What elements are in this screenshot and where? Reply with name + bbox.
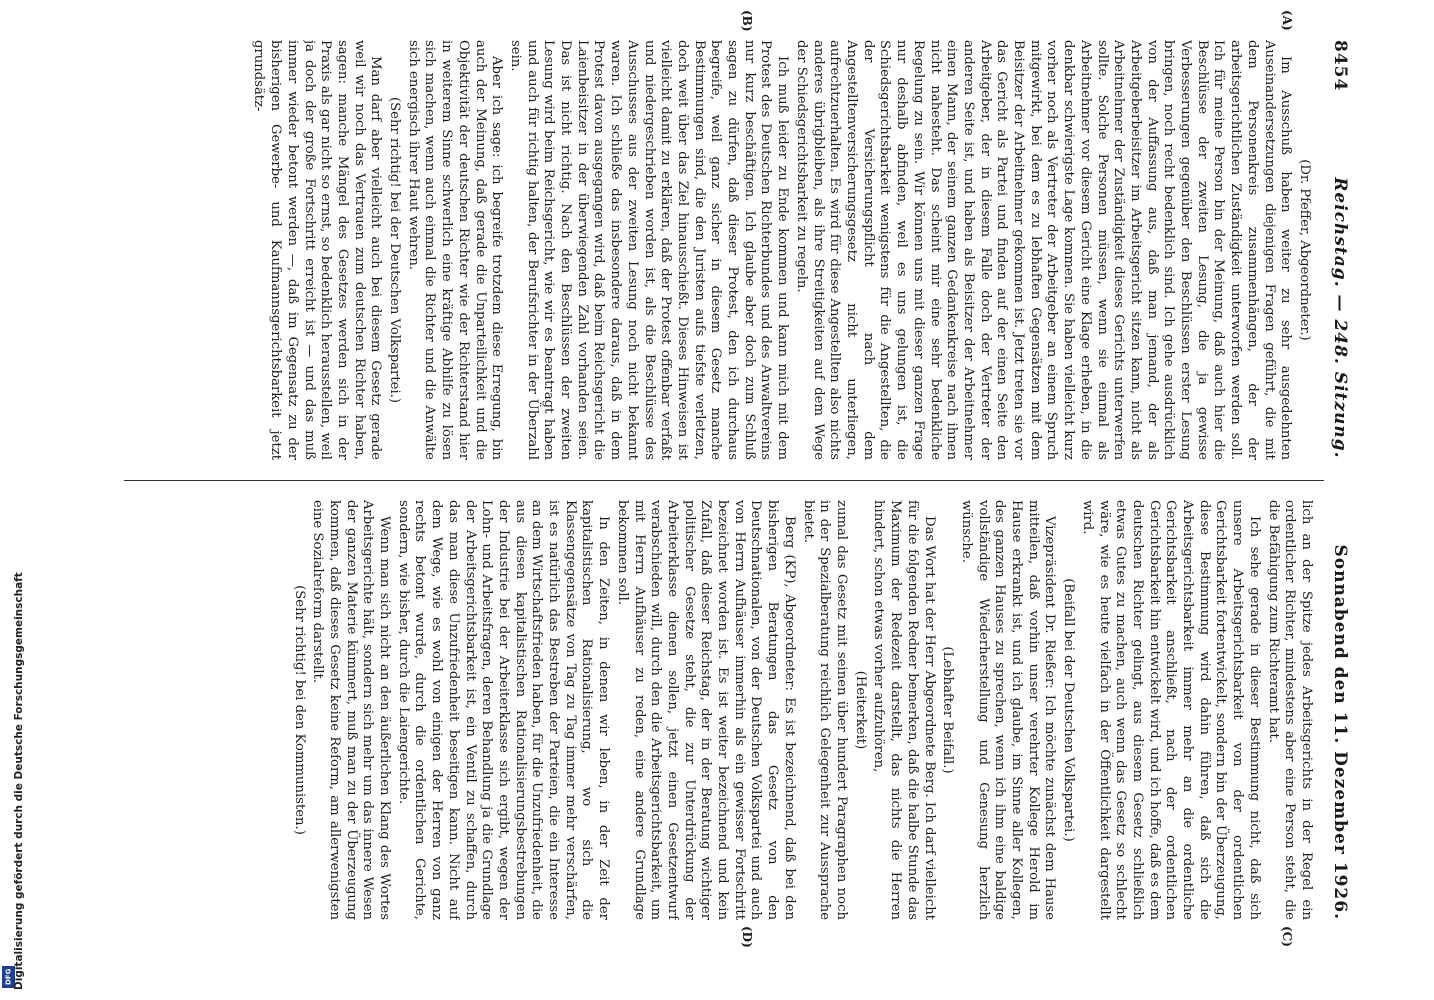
margin-marker-d: (D) xyxy=(740,926,754,948)
applause-note: (Lebhafter Beifall.) xyxy=(940,646,956,774)
paragraph: Berg (KP), Abgeordneter: Es ist bezeichnend, daß bei den bisherigen Beratungen das Gesetz von den Deutschnationalen, von der Deutschen Volkspartei und auch von Herrn Aufhäuser immerhin als ein gewisser Fortschritt bezeichnet worden ist. Es ist weiter bezeichnend und kein Zufall, daß dieser Reichstag, der in der Beratung wichtiger politischer Gesetze steht, die zur Unterdrückung der Arbeiterklasse dienen sollen, jetzt einen Gesetzentwurf verabschieden will, durch den die Arbeitsgerichtsbarkeit, um mit Herrn Aufhäuser zu reden, eine andere Grundlage bekommen soll. xyxy=(614,500,797,920)
paragraph: Aber ich sage: ich begreife trotzdem diese Erregung, bin auch der Meinung, daß gerade die Unparteilichkeit und die Objektivität der deutschen Richter wie der Richterstand hier in weiterem Sinne schwerlich eine kräftige Abhilfe zu lösen sich machen, wenn auch einmal die Richter und die Anwälte sich energisch ihrer Haut wehren. xyxy=(405,40,505,460)
applause-note: (Sehr richtig! bei der Deutschen Volkspartei.) xyxy=(387,96,403,404)
session-date: Sonnabend den 11. Dezember 1926. xyxy=(1330,544,1350,920)
paragraph: Im Ausschuß haben weiter zu sehr ausgedehnten Auseinandersetzungen diejenigen Fragen geführt, die mit dem Personenkreis zusammenhängen, der der arbeitsgerichtlichen Zuständigkeit unterworfen werden soll. Ich für meine Person bin der Meinung, daß auch hier die Beschlüsse der zweiten Lesung, die ja gewisse Verbesserungen gegenüber den Beschlüssen erster Lesung bringen, noch recht bedenklich sind. Ich gehe ausdrücklich von der Auffassung aus, daß man jemand, der als Arbeitgeberbeisitzer im Arbeitsgericht sitzen kann, nicht als Arbeitnehmer der Zuständigkeit dieses Gerichts unterwerfen sollte. Solche Personen müssen, wenn sie einmal als Arbeitnehmer vor diesem Gericht eine Klage erheben, in die denkbar schwierigste Lage kommen. Sie haben vielleicht kurz vorher noch als Vertreter der Arbeitgeber an einem Spruch mitgewirkt, bei dem es zu lebhaften Gegensätzen mit dem Beisitzer der Arbeitnehmer gekommen ist. Jetzt treten sie vor das Gericht als Partei und finden auf der einen Seite den Arbeitgeber, der in diesem Falle doch der Vertreter der anderen Seite ist, und haben als Beisitzer der Arbeitnehmer einen Mann, der seinem ganzen Gedankenkreise nach ihnen nicht nahesteht. Das scheint mir eine sehr bedenkliche Regelung zu sein. Wir können uns mit dieser ganzen Frage nur deshalb abfinden, weil es uns gelungen ist, die Schiedsgerichtsbarkeit wenigstens für die Angestellten, die der Versicherungspflicht nach dem Angestelltenversicherungsgesetz nicht unterliegen, aufrechtzuerhalten. Es wird für diese Angestellten also nichts anderes übrigbleiben, als ihre Streitigkeiten auf dem Wege der Schiedsgerichtsbarkeit zu regeln. xyxy=(793,40,1294,460)
funding-note: Digitalisierung gefördert durch die Deutsche Forschungsgemeinschaft xyxy=(13,572,25,990)
applause-note: (Beifall bei der Deutschen Volkspartei.) xyxy=(1061,578,1077,842)
speaker-line: (Dr. Pfeffer, Abgeordneter.) xyxy=(1297,159,1312,341)
paragraph: zumal das Gesetz mit seinen über hundert Paragraphen noch in der Spezialberatung reichlich Gelegenheit zur Aussprache bietet. xyxy=(800,500,850,920)
margin-marker-b: (B) xyxy=(740,10,754,32)
page-number: 8454 xyxy=(1330,40,1350,92)
right-column xyxy=(124,500,1314,920)
margin-marker-c: (C) xyxy=(1280,926,1294,947)
column-divider xyxy=(124,480,1324,481)
page-header xyxy=(1326,40,1354,920)
paragraph: Vizepräsident Dr. Rießer: Ich möchte zunächst dem Hause mitteilen, daß vorhin unser verehrter Kollege Herold im Hause erkrankt ist, und ich glaube, im Sinne aller Kollegen, des ganzen Hauses zu sprechen, wenn ich ihm eine baldige vollständige Wiederherstellung und Genesung herzlich wünsche. xyxy=(958,500,1058,920)
paragraph: Man darf aber vielleicht auch bei diesem Gesetz gerade weil wir noch das Vertrauen zum deutschen Richter haben, sagen: manche Mängel des Gesetzes werden sich in der Praxis als gar nicht so ernst, so bedenklich herausstellen, weil ja doch der große Fortschritt erreicht ist — und das muß immer wieder betont werden —, daß im Gegensatz zu der bisherigen Gewerbe- und Kaufmannsgerichtsbarkeit jetzt grundsätz- xyxy=(251,40,384,460)
paragraph: Ich muß leider zu Ende kommen und kann mich mit dem Protest des Deutschen Richterbundes und des Anwaltvereins nur kurz beschäftigen. Ich glaube aber doch zum Schluß sagen zu dürfen, daß dieser Protest, den ich durchaus begreife, weil ganz sicher in diesem Gesetz manche Bestimmungen sind, die den Juristen aufs tiefste verletzen, doch weit über das Ziel hinausschießt. Dieses Hinweisen ist vielleicht damit zu erklären, daß der Protest offenbar verfaßt und niedergeschrieben worden ist, als die Beschlüsse des Ausschusses aus der zweiten Lesung noch nicht bekannt waren. Ich schließe das insbesondere daraus, daß in dem Protest davon ausgegangen wird, daß beim Reichsgericht die Laienbeisitzer in der überwiegenden Zahl vorhanden seien. Das ist nicht richtig. Nach den Beschlüssen der zweiten Lesung wird beim Reichsgericht, wie wir es beantragt haben und auch für richtig halten, der Berufsrichter in der Überzahl sein. xyxy=(507,40,791,460)
paragraph: lich an der Spitze jedes Arbeitsgerichts in der Regel ein ordentlicher Richter, mindestens aber eine Person steht, die die Befähigung zum Richteramt hat. xyxy=(1265,500,1314,920)
newspaper-page xyxy=(114,10,1354,948)
page-title: Reichstag. — 248. Sitzung. xyxy=(1330,177,1350,459)
left-column xyxy=(124,40,1314,460)
paragraph: Wenn man sich nicht an den äußerlichen Klang des Wortes Arbeitsgerichte hält, sondern sich mehr um das innere Wesen der ganzen Materie kümmert, muß man zu der Überzeugung kommen, daß dieses Gesetz keine Reform, am allerwenigsten eine Sozialreform darstellt. xyxy=(310,500,393,920)
applause-note: (Heiterkeit) xyxy=(852,670,868,750)
applause-note: (Sehr richtig! bei den Kommunisten.) xyxy=(291,585,307,835)
paragraph: In den Zeiten, in denen wir leben, in der Zeit der kapitalistischen Rationalisierung, wo sich die Klassengegensätze von Tag zu Tag immer mehr verschärfen, ist es natürlich das Bestreben der Parteien, die ein Interesse an dem Wirtschaftsfrieden haben, für die Unzufriedenheit, die aus diesen kapitalistischen Rationalisierungsbestrebungen der Industrie bei der Arbeiterklasse sich ergibt, wegen der Lohn- und Arbeitsfragen, deren Behandlung ja die Grundlage der Arbeitsgerichtsbarkeit ist, ein Ventil zu schaffen, durch das man diese Unzufriedenheit beseitigen kann. Nicht auf dem Wege, wie es wohl von einigen der Herren von ganz rechts betont wurde, durch die ordentlichen Gerichte, sondern, wie bisher, durch die Laiengerichte. xyxy=(395,500,612,920)
paragraph: Ich sehe gerade in dieser Bestimmung nicht, daß sich unsere Arbeitsgerichtsbarkeit von der ordentlichen Gerichtsbarkeit fortentwickelt, sondern bin der Überzeugung, diese Bestimmung wird dahin führen, daß sich die Arbeitsgerichtsbarkeit immer mehr an die ordentliche Gerichtsbarkeit anschließt, nach der ordentlichen Gerichtsbarkeit hin entwickelt wird, und ich hoffe, daß es dem deutschen Richter gelingt, aus diesem Gesetz schließlich etwas Gutes zu machen, auch wenn das Gesetz so schlecht wäre, wie es heute vielfach in der Öffentlichkeit dargestellt wird. xyxy=(1079,500,1262,920)
margin-marker-a: (A) xyxy=(1280,10,1294,31)
paragraph: Das Wort hat der Herr Abgeordnete Berg. Ich darf vielleicht für die folgenden Redner bemerken, daß die halbe Stunde das Maximum der Redezeit darstellt, das nichts die Herren hindert, schon etwas vorher aufzuhören, xyxy=(871,500,937,920)
funding-sidebar xyxy=(0,0,25,1000)
dfg-logo: DFG xyxy=(2,966,15,988)
